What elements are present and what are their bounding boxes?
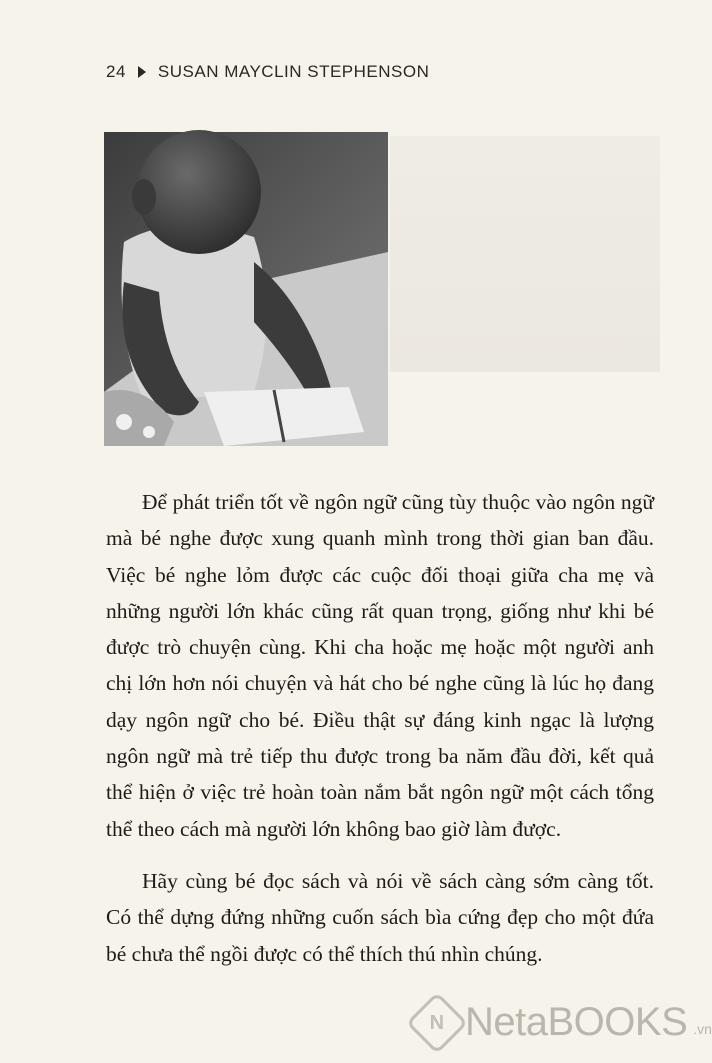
body-text: [106, 484, 654, 972]
running-header: [106, 62, 429, 82]
bleed-through-area: [390, 136, 660, 372]
logo-letter: N: [429, 1010, 445, 1033]
netabooks-logo-icon: [406, 991, 468, 1053]
triangle-right-icon: [138, 66, 146, 78]
watermark-suffix: .vn: [693, 1021, 712, 1037]
paragraph-2: Hãy cùng bé đọc sách và nói về sách càng sớm càng tốt. Có thể dựng đứng những cuốn sách bìa cứng đẹp cho một đứa bé chưa thể ngồi được có thể thích thú nhìn chúng.: [106, 868, 654, 966]
baby-photo: [104, 132, 388, 446]
paragraph-1: Để phát triển tốt về ngôn ngữ cũng tùy thuộc vào ngôn ngữ mà bé nghe được xung quanh mình trong thời gian ban đầu. Việc bé nghe lỏm được các cuộc đối thoại giữa cha mẹ và những người lớn khác cũng rất quan trọng, giống như khi bé được trò chuyện cùng. Khi cha hoặc mẹ hoặc một người anh chị lớn hơn nói chuyện và hát cho bé nghe cũng là lúc họ đang dạy ngôn ngữ cho bé. Điều thật sự đáng kinh ngạc là lượng ngôn ngữ mà trẻ tiếp thu được trong ba năm đầu đời, kết quả thể hiện ở việc trẻ hoàn toàn nắm bắt ngôn ngữ một cách tổng thể theo cách mà người lớn không bao giờ làm được.: [106, 490, 654, 841]
watermark-brand: NetaBOOKS: [465, 1000, 688, 1044]
photo-baby-reading-book-icon: [104, 132, 388, 446]
author-name: SUSAN MAYCLIN STEPHENSON: [157, 62, 430, 81]
page-number: 24: [106, 62, 126, 81]
watermark: [415, 1000, 712, 1045]
